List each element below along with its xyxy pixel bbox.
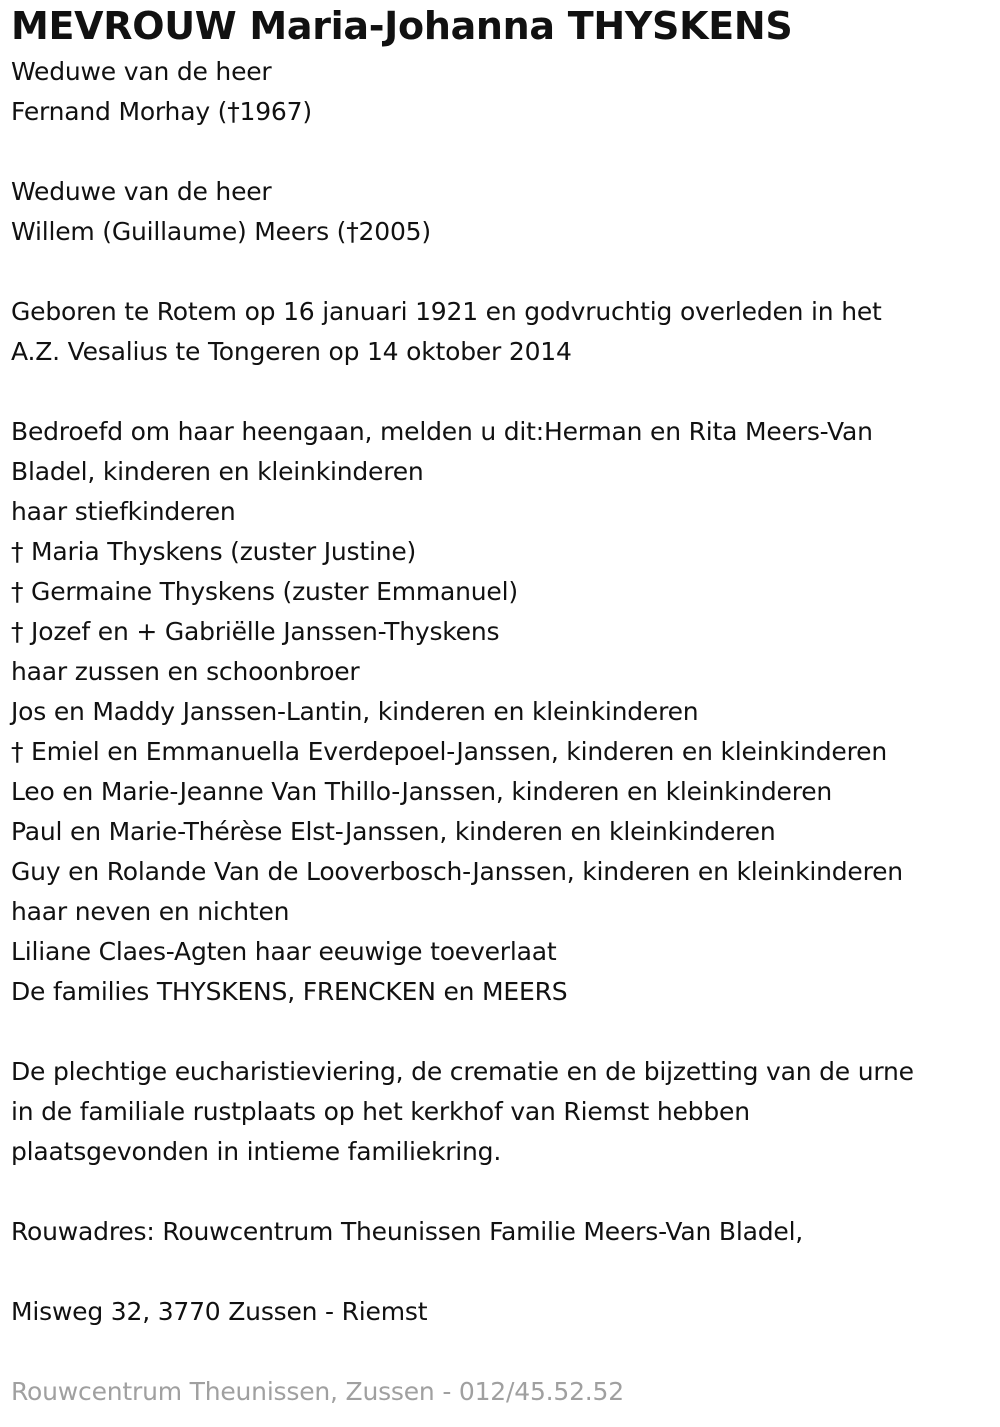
mourner-line: Paul en Marie-Thérèse Elst-Janssen, kinderen en kleinkinderen xyxy=(11,817,776,846)
mourner-line: haar stiefkinderen xyxy=(11,497,236,526)
widow-1-intro: Weduwe van de heer xyxy=(11,57,272,86)
mourner-line: Bedroefd om haar heengaan, melden u dit:Herman en Rita Meers-Van xyxy=(11,417,873,446)
mourner-line: Jos en Maddy Janssen-Lantin, kinderen en kleinkinderen xyxy=(11,697,699,726)
mourner-line: † Emiel en Emmanuella Everdepoel-Janssen, kinderen en kleinkinderen xyxy=(11,737,887,766)
mourner-line: Liliane Claes-Agten haar eeuwige toeverlaat xyxy=(11,937,557,966)
mourning-address: Rouwadres: Rouwcentrum Theunissen Familie Meers-Van Bladel, xyxy=(11,1217,804,1246)
ceremony-line-3: plaatsgevonden in intieme familiekring. xyxy=(11,1137,502,1166)
birth-death-line-2: A.Z. Vesalius te Tongeren op 14 oktober 2014 xyxy=(11,337,572,366)
mourner-line: haar zussen en schoonbroer xyxy=(11,657,360,686)
ceremony-line-1: De plechtige eucharistieviering, de crematie en de bijzetting van de urne xyxy=(11,1057,914,1086)
spacer xyxy=(11,1252,996,1292)
address-section xyxy=(11,1212,996,1332)
spacer xyxy=(11,372,996,412)
widow-1-spouse: Fernand Morhay (†1967) xyxy=(11,97,312,126)
mourners-section xyxy=(11,412,996,1012)
spacer xyxy=(11,1012,996,1052)
ceremony-section xyxy=(11,1052,996,1172)
spacer xyxy=(11,132,996,172)
mourner-line: † Jozef en + Gabriëlle Janssen-Thyskens xyxy=(11,617,500,646)
mourner-line: † Germaine Thyskens (zuster Emmanuel) xyxy=(11,577,518,606)
spacer xyxy=(11,1172,996,1212)
birth-death-line-1: Geboren te Rotem op 16 januari 1921 en godvruchtig overleden in het xyxy=(11,297,882,326)
mourner-line: † Maria Thyskens (zuster Justine) xyxy=(11,537,417,566)
mourner-line: haar neven en nichten xyxy=(11,897,290,926)
funeral-home-footer: Rouwcentrum Theunissen, Zussen - 012/45.52.52 xyxy=(11,1377,624,1406)
mourner-line: Leo en Marie-Jeanne Van Thillo-Janssen, kinderen en kleinkinderen xyxy=(11,777,833,806)
obituary-title: MEVROUW Maria-Johanna THYSKENS xyxy=(11,4,793,48)
birth-death-section xyxy=(11,292,996,372)
widow-section-2 xyxy=(11,172,996,252)
street-address: Misweg 32, 3770 Zussen - Riemst xyxy=(11,1297,428,1326)
ceremony-line-2: in de familiale rustplaats op het kerkhof van Riemst hebben xyxy=(11,1097,750,1126)
obituary-document xyxy=(11,0,996,1332)
spacer xyxy=(11,252,996,292)
widow-2-spouse: Willem (Guillaume) Meers (†2005) xyxy=(11,217,431,246)
mourner-line: Guy en Rolande Van de Looverbosch-Janssen, kinderen en kleinkinderen xyxy=(11,857,903,886)
widow-2-intro: Weduwe van de heer xyxy=(11,177,272,206)
mourner-line: De families THYSKENS, FRENCKEN en MEERS xyxy=(11,977,568,1006)
mourner-line: Bladel, kinderen en kleinkinderen xyxy=(11,457,424,486)
widow-section-1 xyxy=(11,52,996,132)
